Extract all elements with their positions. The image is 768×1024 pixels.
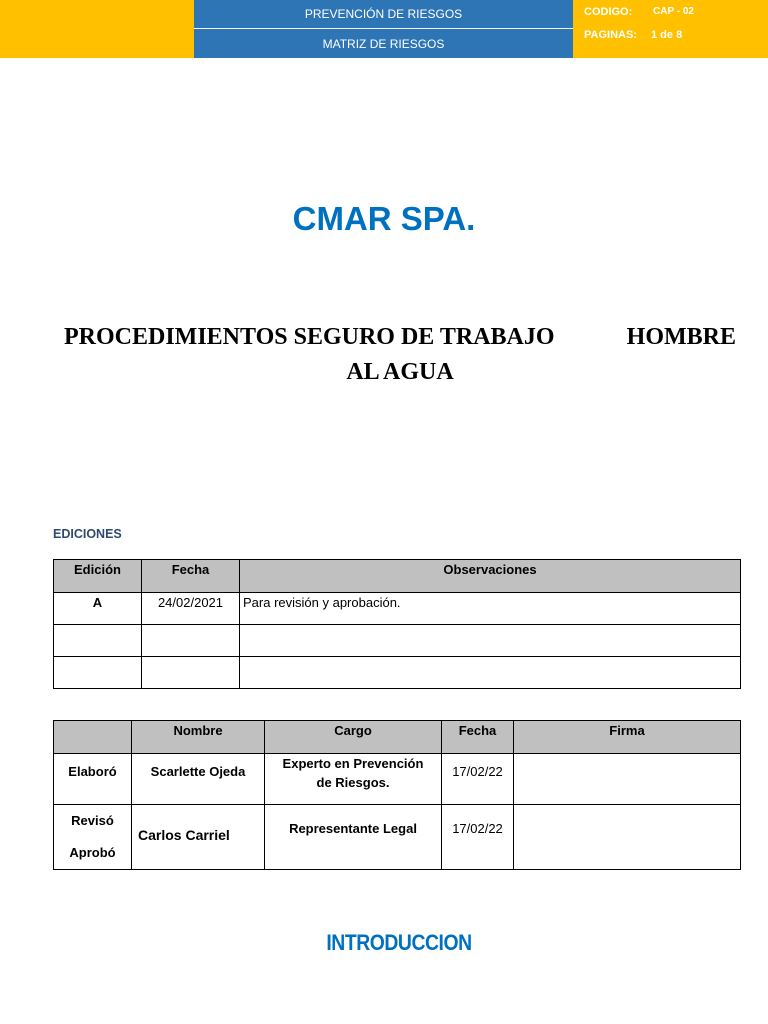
- edition-cell: [54, 625, 142, 657]
- header-cell: Fecha: [142, 560, 240, 593]
- date-cell: 17/02/22: [442, 754, 514, 805]
- header-bottom-title: MATRIZ DE RIESGOS: [322, 36, 445, 51]
- date-cell: 17/02/22: [442, 805, 514, 870]
- document-title: [60, 320, 740, 390]
- role-cell: [54, 805, 132, 870]
- name-cell: Carlos Carriel: [132, 805, 265, 870]
- editions-table: [53, 559, 741, 689]
- header-cell: Fecha: [442, 721, 514, 754]
- paginas-label: PAGINAS:: [584, 29, 637, 41]
- header-cell: [54, 721, 132, 754]
- edition-cell: A: [54, 593, 142, 625]
- table-row: [54, 625, 741, 657]
- table-header-row: [54, 721, 741, 754]
- observation-cell: Para revisión y aprobación.: [240, 593, 741, 625]
- date-cell: 24/02/2021: [142, 593, 240, 625]
- cargo-line: de Riesgos.: [316, 775, 390, 790]
- title-part-1: PROCEDIMIENTOS SEGURO DE TRABAJO: [64, 324, 555, 350]
- company-name: CMAR SPA.: [292, 200, 476, 237]
- role-cell: Elaboró: [54, 754, 132, 805]
- header-left-band: [0, 0, 194, 58]
- header-cell: Cargo: [265, 721, 442, 754]
- table-row: [54, 657, 741, 689]
- cargo-cell: [265, 754, 442, 805]
- header-title-block: [194, 0, 573, 58]
- title-part-3: AL AGUA: [346, 359, 454, 385]
- table-row: [54, 593, 741, 625]
- paginas-value: 1 de 8: [651, 29, 683, 41]
- name-cell: Scarlette Ojeda: [132, 754, 265, 805]
- header-top-title: PREVENCIÓN DE RIESGOS: [194, 0, 573, 29]
- edition-cell: [54, 657, 142, 689]
- cargo-cell: Representante Legal: [265, 805, 442, 870]
- role-line: Revisó: [71, 813, 114, 828]
- codigo-value: CAP - 02: [653, 6, 694, 17]
- approvals-table: [53, 720, 741, 870]
- role-line: Aprobó: [69, 845, 116, 860]
- date-cell: [142, 657, 240, 689]
- header-cell: Firma: [514, 721, 741, 754]
- title-part-2: HOMBRE: [626, 324, 736, 350]
- header-cell: Observaciones: [240, 560, 741, 593]
- table-header-row: [54, 560, 741, 593]
- date-cell: [142, 625, 240, 657]
- header-meta-block: [573, 0, 768, 58]
- table-row: [54, 754, 741, 805]
- section-heading: INTRODUCCION: [326, 930, 472, 955]
- header-cell: Nombre: [132, 721, 265, 754]
- cargo-line: Experto en Prevención: [282, 756, 424, 771]
- signature-cell: [514, 805, 741, 870]
- header-cell: Edición: [54, 560, 142, 593]
- signature-cell: [514, 754, 741, 805]
- observation-cell: [240, 625, 741, 657]
- observation-cell: [240, 657, 741, 689]
- codigo-label: CODIGO:: [584, 6, 633, 18]
- table-row: [54, 805, 741, 870]
- editions-label: EDICIONES: [53, 527, 122, 541]
